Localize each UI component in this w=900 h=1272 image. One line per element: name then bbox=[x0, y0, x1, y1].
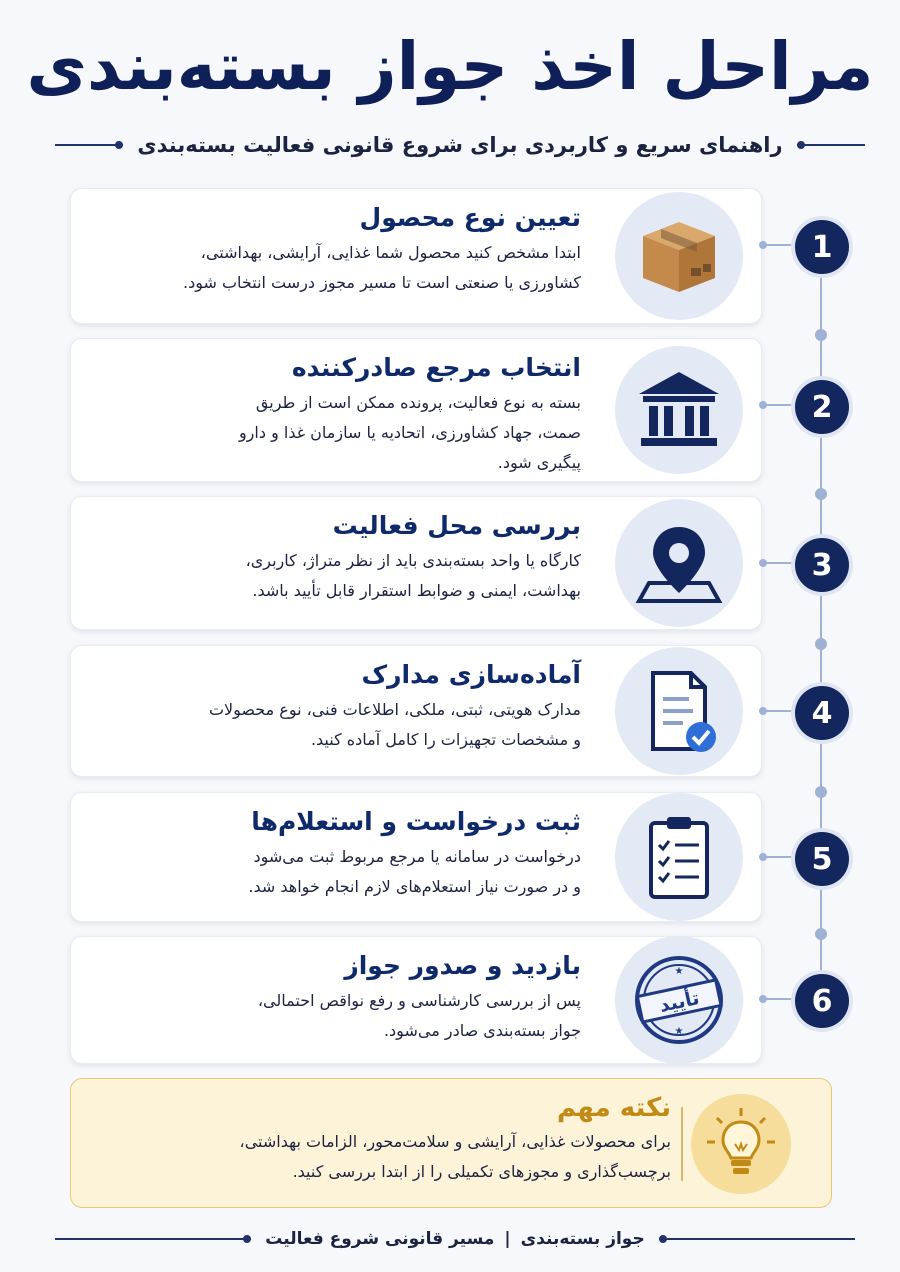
footer-row bbox=[55, 1224, 855, 1254]
step-connector bbox=[762, 404, 796, 406]
page-subtitle: راهنمای سریع و کاربردی برای شروع قانونی فعالیت بسته‌بندی bbox=[137, 133, 783, 157]
step-card-5 bbox=[70, 792, 762, 922]
step-text bbox=[81, 807, 581, 902]
step-title: بررسی محل فعالیت bbox=[332, 511, 581, 540]
timeline-dot bbox=[815, 329, 827, 341]
footer-part-1: جواز بسته‌بندی bbox=[520, 1229, 645, 1249]
step-description-line: بسته به نوع فعالیت، پرونده ممکن است از طریق bbox=[255, 393, 581, 412]
step-connector bbox=[762, 856, 796, 858]
package-box-icon bbox=[615, 192, 743, 320]
step-description bbox=[81, 986, 581, 1046]
step-text bbox=[81, 511, 581, 606]
step-description-line: کشاورزی یا صنعتی است تا مسیر مجوز درست انتخاب شود. bbox=[183, 273, 581, 292]
step-text bbox=[81, 951, 581, 1046]
step-connector bbox=[762, 998, 796, 1000]
footer-separator: | bbox=[504, 1229, 511, 1249]
step-description-line: صمت، جهاد کشاورزی، اتحادیه یا سازمان غذا و دارو bbox=[238, 423, 581, 442]
document-check-icon bbox=[615, 647, 743, 775]
subtitle-divider-left bbox=[55, 144, 123, 146]
step-description-line: پیگیری شود. bbox=[497, 453, 581, 472]
step-number-badge: 2 bbox=[795, 380, 849, 434]
svg-text:★: ★ bbox=[674, 966, 684, 977]
note-description bbox=[111, 1127, 671, 1187]
note-title: نکته مهم bbox=[557, 1093, 671, 1123]
step-number-badge: 1 bbox=[795, 220, 849, 274]
step-card-6 bbox=[70, 936, 762, 1064]
step-description-line: مدارک هویتی، ثبتی، ملکی، اطلاعات فنی، نوع محصولات bbox=[208, 700, 581, 719]
step-text bbox=[81, 203, 581, 298]
note-description-line: برچسب‌گذاری و مجوزهای تکمیلی را از ابتدا بررسی کنید. bbox=[292, 1162, 671, 1181]
step-title: بازدید و صدور جواز bbox=[344, 951, 581, 980]
step-description-line: جواز بسته‌بندی صادر می‌شود. bbox=[383, 1021, 581, 1040]
footer-divider-right bbox=[659, 1238, 855, 1240]
step-connector bbox=[762, 244, 796, 246]
note-text bbox=[111, 1093, 671, 1187]
step-description-line: پس از بررسی کارشناسی و رفع نواقص احتمالی، bbox=[257, 991, 581, 1010]
step-description-line: بهداشت، ایمنی و ضوابط استقرار قابل تأیید باشد. bbox=[252, 581, 581, 600]
step-number-badge: 5 bbox=[795, 832, 849, 886]
timeline-dot bbox=[815, 638, 827, 650]
step-title: تعیین نوع محصول bbox=[359, 203, 581, 232]
timeline-dot bbox=[815, 488, 827, 500]
step-description bbox=[81, 842, 581, 902]
step-title: انتخاب مرجع صادرکننده bbox=[291, 353, 581, 382]
step-description bbox=[81, 695, 581, 755]
step-title: ثبت درخواست و استعلام‌ها bbox=[251, 807, 581, 836]
step-card-2 bbox=[70, 338, 762, 482]
page-title: مراحل اخذ جواز بسته‌بندی bbox=[26, 28, 874, 105]
subtitle-divider-right bbox=[797, 144, 865, 146]
step-text bbox=[81, 660, 581, 755]
lightbulb-icon bbox=[691, 1094, 791, 1194]
step-description-line: و مشخصات تجهیزات را کامل آماده کنید. bbox=[310, 730, 581, 749]
step-card-1 bbox=[70, 188, 762, 324]
step-number-badge: 4 bbox=[795, 686, 849, 740]
step-number-badge: 3 bbox=[795, 538, 849, 592]
footer-text bbox=[251, 1229, 658, 1249]
step-description-line: ابتدا مشخص کنید محصول شما غذایی، آرایشی، بهداشتی، bbox=[200, 243, 581, 262]
step-description bbox=[81, 546, 581, 606]
timeline-dot bbox=[815, 786, 827, 798]
step-number-badge: 6 bbox=[795, 974, 849, 1028]
clipboard-checklist-icon bbox=[615, 793, 743, 921]
step-title: آماده‌سازی مدارک bbox=[361, 660, 581, 689]
stamp-label: تأیید bbox=[657, 987, 702, 1017]
step-description bbox=[81, 238, 581, 298]
step-description bbox=[81, 388, 581, 478]
step-description-line: و در صورت نیاز استعلام‌های لازم انجام خواهد شد. bbox=[248, 877, 581, 896]
footer-part-2: مسیر قانونی شروع فعالیت bbox=[265, 1229, 495, 1249]
timeline-dot bbox=[815, 928, 827, 940]
note-divider bbox=[681, 1107, 683, 1181]
important-note-box bbox=[70, 1078, 832, 1208]
note-description-line: برای محصولات غذایی، آرایشی و سلامت‌محور، الزامات بهداشتی، bbox=[239, 1132, 671, 1151]
approval-stamp-icon bbox=[615, 936, 743, 1064]
svg-text:★: ★ bbox=[674, 1026, 684, 1037]
step-connector bbox=[762, 562, 796, 564]
step-description-line: کارگاه یا واحد بسته‌بندی باید از نظر متراژ، کاربری، bbox=[245, 551, 581, 570]
step-connector bbox=[762, 710, 796, 712]
step-description-line: درخواست در سامانه یا مرجع مربوط ثبت می‌شود bbox=[253, 847, 581, 866]
step-text bbox=[81, 353, 581, 478]
location-pin-icon bbox=[615, 499, 743, 627]
timeline-line bbox=[820, 245, 822, 1000]
step-card-3 bbox=[70, 496, 762, 630]
step-card-4 bbox=[70, 645, 762, 777]
footer-divider-left bbox=[55, 1238, 251, 1240]
subtitle-row bbox=[55, 128, 865, 162]
government-building-icon bbox=[615, 346, 743, 474]
